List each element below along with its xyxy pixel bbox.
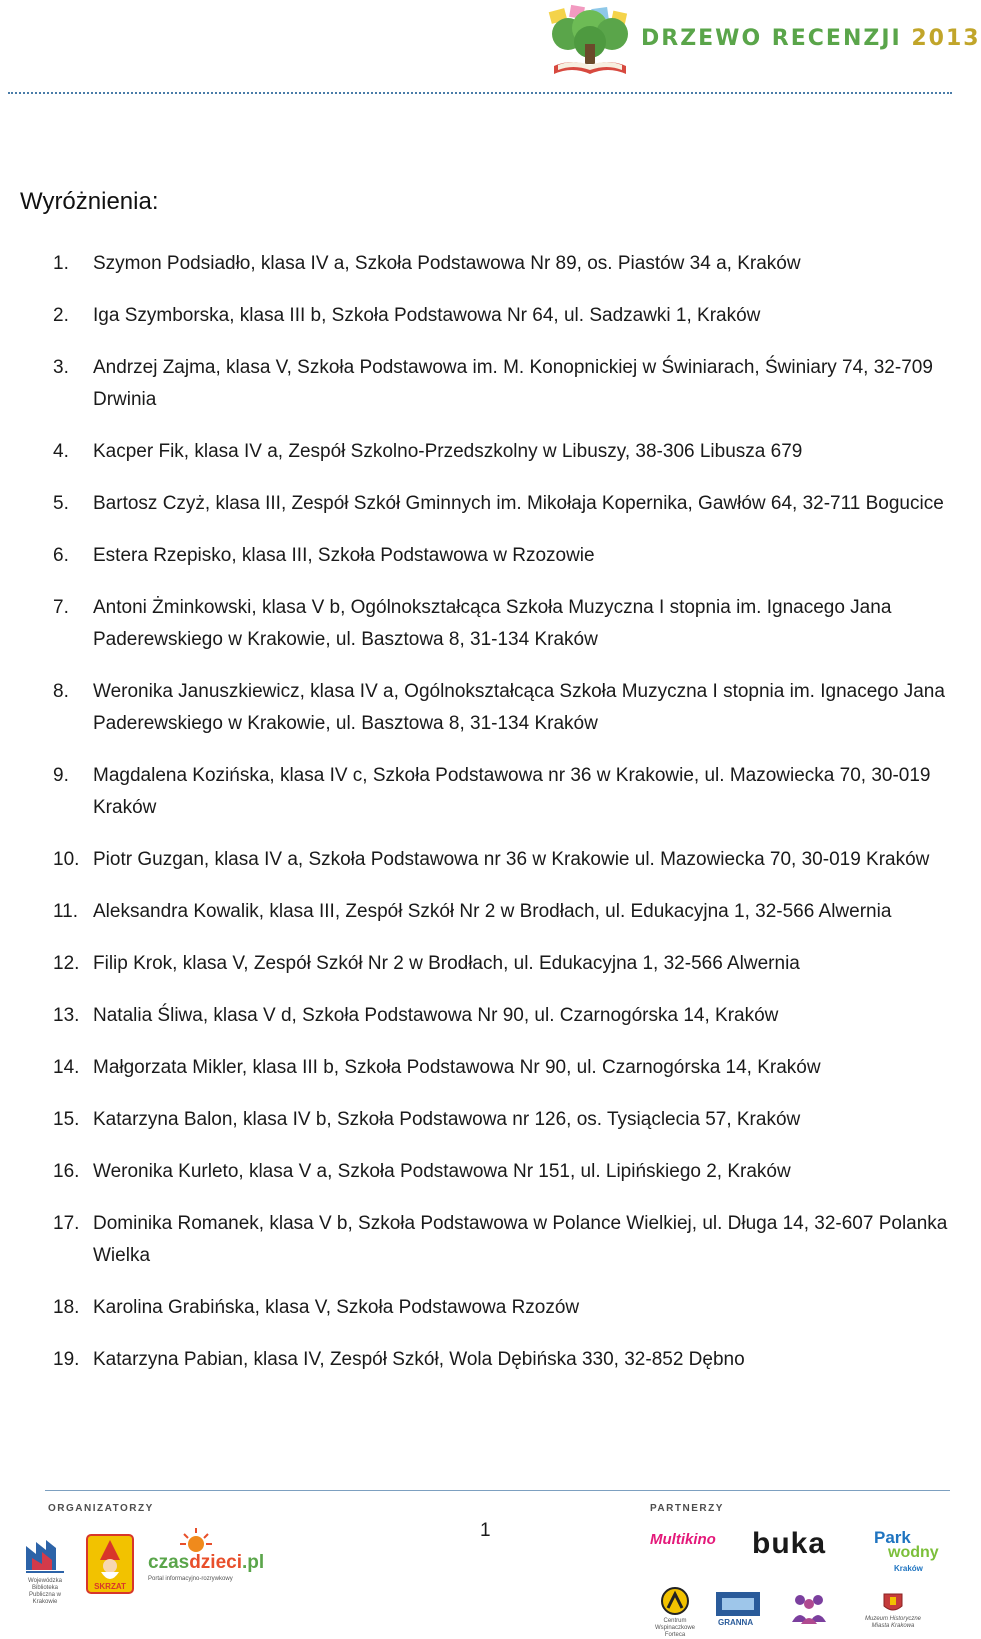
item-number: 17. — [53, 1213, 80, 1234]
park-line2: wodny — [888, 1544, 939, 1561]
section-title: Wyróżnienia: — [20, 188, 159, 215]
item-number: 1. — [53, 253, 69, 274]
item-number: 3. — [53, 357, 69, 378]
header-divider — [8, 92, 952, 94]
czasdzieci-logo — [148, 1526, 265, 1586]
list-item — [0, 1104, 960, 1136]
skrzat-text: SKRZAT — [94, 1582, 126, 1591]
item-number: 14. — [53, 1057, 80, 1078]
list-item — [0, 844, 960, 876]
list-item — [0, 436, 960, 468]
centrum-caption: Centrum Wspinaczkowe Forteca — [654, 1618, 695, 1638]
multikino-logo: Multikino — [650, 1531, 716, 1548]
list-item — [0, 1156, 960, 1188]
list-item — [0, 488, 960, 520]
item-text: Katarzyna Pabian, klasa IV, Zespół Szkół, Wola Dębińska 330, 32-852 Dębno — [93, 1349, 745, 1370]
muzeum-logo — [862, 1590, 924, 1632]
item-number: 11. — [53, 901, 79, 922]
item-number: 9. — [53, 765, 69, 786]
list-item — [0, 248, 960, 280]
page-number: 1 — [480, 1520, 491, 1541]
tree-book-logo-icon — [540, 4, 640, 80]
item-text: Małgorzata Mikler, klasa III b, Szkoła Podstawowa Nr 90, ul. Czarnogórska 14, Kraków — [93, 1057, 821, 1078]
item-text: Weronika Kurleto, klasa V a, Szkoła Podstawowa Nr 151, ul. Lipińskiego 2, Kraków — [93, 1161, 791, 1182]
granna-box-icon — [714, 1590, 762, 1618]
list-item — [0, 300, 960, 332]
item-text: Antoni Żminkowski, klasa V b, Ogólnokształcąca Szkoła Muzyczna I stopnia im. Ignacego Jana Paderewskiego w Krakowie, ul. Basztowa 8, 31-134 Kraków — [93, 597, 892, 650]
logo-title — [641, 26, 981, 51]
item-number: 7. — [53, 597, 69, 618]
item-number: 18. — [53, 1297, 80, 1318]
item-text: Katarzyna Balon, klasa IV b, Szkoła Podstawowa nr 126, os. Tysiąclecia 57, Kraków — [93, 1109, 801, 1130]
item-number: 16. — [53, 1161, 80, 1182]
item-text: Kacper Fik, klasa IV a, Zespół Szkolno-Przedszkolny w Libuszy, 38-306 Libusza 679 — [93, 441, 803, 462]
item-number: 15. — [53, 1109, 80, 1130]
item-text: Karolina Grabińska, klasa V, Szkoła Podstawowa Rzozów — [93, 1297, 580, 1318]
item-text: Andrzej Zajma, klasa V, Szkoła Podstawowa im. M. Konopnickiej w Świniarach, Świniary 74, 32-709 Drwinia — [93, 357, 933, 410]
item-number: 5. — [53, 493, 69, 514]
item-number: 4. — [53, 441, 69, 462]
item-number: 6. — [53, 545, 69, 566]
item-text: Magdalena Kozińska, klasa IV c, Szkoła Podstawowa nr 36 w Krakowie, ul. Mazowiecka 70, 30-019 Kraków — [93, 765, 931, 818]
organizers-label: ORGANIZATORZY — [48, 1503, 154, 1514]
czasdzieci-text — [148, 1552, 264, 1574]
item-text: Estera Rzepisko, klasa III, Szkoła Podstawowa w Rzozowie — [93, 545, 595, 566]
park-line3: Kraków — [894, 1564, 923, 1573]
list-item — [0, 1344, 960, 1376]
item-text: Natalia Śliwa, klasa V d, Szkoła Podstawowa Nr 90, ul. Czarnogórska 14, Kraków — [93, 1005, 779, 1026]
granna-text: GRANNA — [718, 1618, 754, 1627]
people-logo — [788, 1588, 830, 1632]
awards-list — [0, 248, 960, 1396]
museum-crest-icon — [862, 1590, 924, 1614]
item-text: Bartosz Czyż, klasa III, Zespół Szkół Gminnych im. Mikołaja Kopernika, Gawłów 64, 32-711 Bogucice — [93, 493, 944, 514]
item-number: 19. — [53, 1349, 80, 1370]
parkwodny-logo — [868, 1528, 956, 1584]
sun-icon — [176, 1526, 216, 1554]
partners-label: PARTNERZY — [650, 1503, 724, 1514]
list-item — [0, 896, 960, 928]
footer-divider — [45, 1490, 950, 1491]
list-item — [0, 1052, 960, 1084]
czasdzieci-caption: Portal informacyjno-rozrywkowy — [148, 1576, 233, 1582]
skrzat-logo — [86, 1534, 134, 1594]
list-item — [0, 1208, 960, 1272]
item-text: Szymon Podsiadło, klasa IV a, Szkoła Podstawowa Nr 89, os. Piastów 34 a, Kraków — [93, 253, 801, 274]
wbp-caption: Wojewódzka Biblioteka Publiczna w Krakowie — [28, 1578, 62, 1605]
item-text: Iga Szymborska, klasa III b, Szkoła Podstawowa Nr 64, ul. Sadzawki 1, Kraków — [93, 305, 761, 326]
list-item — [0, 592, 960, 656]
climbing-icon — [648, 1586, 702, 1616]
czas-part: czas — [148, 1552, 190, 1573]
item-number: 2. — [53, 305, 69, 326]
list-item — [0, 352, 960, 416]
list-item — [0, 1000, 960, 1032]
centrum-logo — [648, 1586, 702, 1638]
list-item — [0, 540, 960, 572]
page-header — [0, 0, 981, 100]
dzieci-part: dzieci — [189, 1552, 243, 1573]
item-number: 12. — [53, 953, 80, 974]
item-text: Aleksandra Kowalik, klasa III, Zespół Szkół Nr 2 w Brodłach, ul. Edukacyjna 1, 32-566 Alwernia — [93, 901, 892, 922]
library-logo-icon — [20, 1536, 70, 1576]
item-number: 8. — [53, 681, 69, 702]
item-text: Filip Krok, klasa V, Zespół Szkół Nr 2 w Brodłach, ul. Edukacyjna 1, 32-566 Alwernia — [93, 953, 800, 974]
list-item — [0, 676, 960, 740]
logo-title-text: DRZEWO RECENZJI — [641, 26, 902, 51]
buka-logo: buka — [752, 1527, 827, 1560]
list-item — [0, 760, 960, 824]
list-item — [0, 1292, 960, 1324]
muzeum-caption: Muzeum Historyczne Miasta Krakowa — [864, 1616, 921, 1629]
item-number: 10. — [53, 849, 80, 870]
item-text: Weronika Januszkiewicz, klasa IV a, Ogólnokształcąca Szkoła Muzyczna I stopnia im. Ignacego Jana Paderewskiego w Krakowie, ul. Basztowa 8, 31-134 Kraków — [93, 681, 945, 734]
park-line1: Park — [874, 1528, 911, 1547]
wbp-logo — [20, 1536, 70, 1605]
logo-year: 2013 — [911, 26, 981, 51]
pl-part: .pl — [242, 1552, 265, 1573]
people-group-icon — [788, 1588, 830, 1628]
list-item — [0, 948, 960, 980]
item-text: Piotr Guzgan, klasa IV a, Szkoła Podstawowa nr 36 w Krakowie ul. Mazowiecka 70, 30-019 Kraków — [93, 849, 930, 870]
item-text: Dominika Romanek, klasa V b, Szkoła Podstawowa w Polance Wielkiej, ul. Długa 14, 32-607 Polanka Wielka — [93, 1213, 948, 1266]
granna-logo — [714, 1590, 762, 1630]
item-number: 13. — [53, 1005, 80, 1026]
